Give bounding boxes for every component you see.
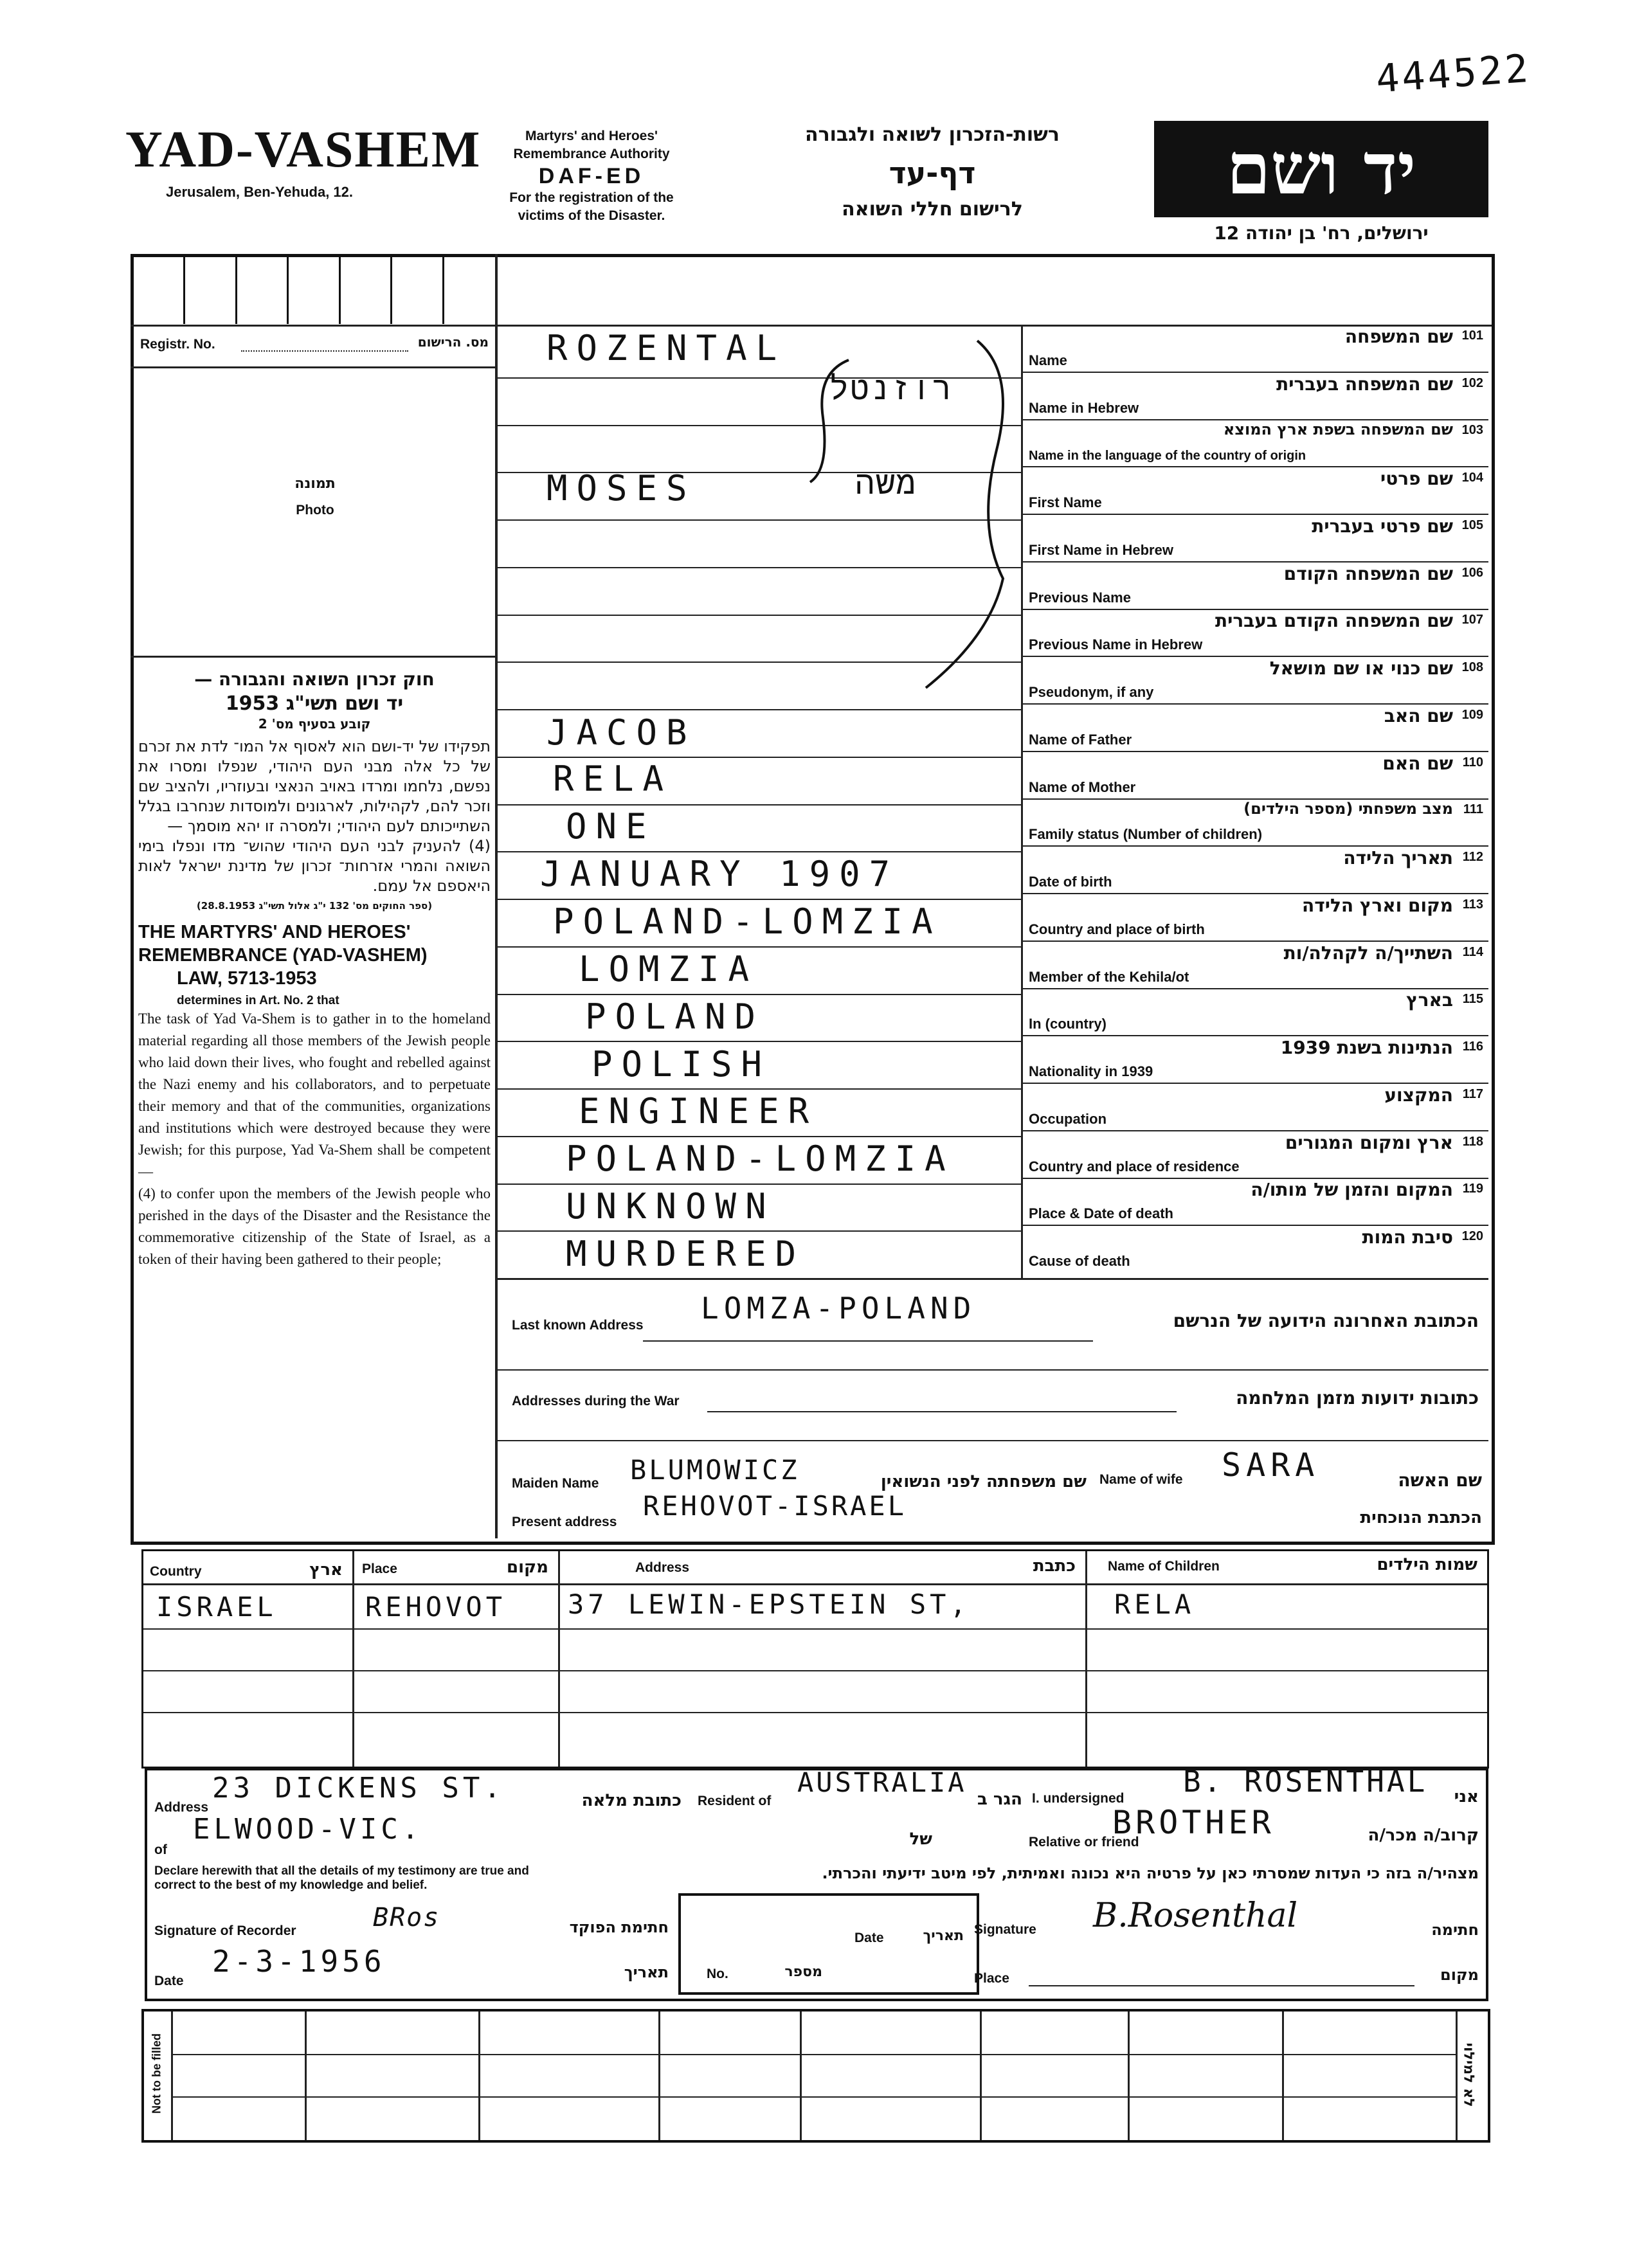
law-en-text: The task of Yad Va-Shem is to gather in to the homeland material regarding all those members of the Jewish people who laid down their lives, who fought and rebelled against the Nazi enemy and his collaborators, and to perpetuate their memory and that of the communities, organizations and institutions which were destroyed because they were Jewish; for this purpose, Yad Va-Shem shall be competent— (138, 1011, 491, 1180)
field-111-label: Family status (Number of children) (1029, 826, 1263, 842)
field-116-num: 116 (1462, 1040, 1483, 1054)
field-112-label: Date of birth (1029, 874, 1112, 890)
not-to-be-filled-label: Not to be filled (150, 2033, 163, 2114)
field-118-heb: ארץ ומקום המגורים (1285, 1132, 1453, 1153)
field-112-value: JANUARY 1907 (540, 854, 899, 894)
field-118-num: 118 (1462, 1135, 1483, 1149)
children-header-place: Place (362, 1562, 397, 1576)
field-118-value: POLAND-LOMZIA (566, 1138, 955, 1179)
last-address-value: LOMZA-POLAND (701, 1291, 977, 1326)
relative-value: BROTHER (1112, 1804, 1275, 1841)
declarant-address-heb: כתובת מלאה (581, 1791, 682, 1810)
field-106-label: Previous Name (1029, 590, 1131, 606)
field-120-label: Cause of death (1029, 1253, 1130, 1269)
field-113-label: Country and place of birth (1029, 921, 1205, 937)
field-119 (1022, 1178, 1488, 1226)
field-111 (1022, 798, 1488, 847)
maiden-label: Maiden Name (512, 1476, 599, 1491)
archive-number: 444522 (1374, 46, 1532, 102)
field-113-heb: מקום וארץ הלידה (1302, 895, 1453, 916)
children-header-country: Country (150, 1564, 202, 1579)
relative-heb: קרוב/ה מכר/ה (1368, 1826, 1479, 1845)
resident-label: Resident of (698, 1794, 772, 1808)
children-header-address: Address (635, 1560, 690, 1575)
field-116-heb: הנתינות בשנת 1939 (1280, 1037, 1453, 1058)
field-101-num: 101 (1461, 328, 1483, 343)
field-108-label: Pseudonym, if any (1029, 684, 1154, 700)
place-heb: מקום (1440, 1966, 1479, 1984)
law-heb-text: תפקידו של יד-ושם הוא לאסוף אל המו־ לדת את זכרם של כל אלה מבני העם היהודי, שנפלו ומסרו את נפשם, נלחמו ומרדו באויב הנאצי ובעוזריו, ולהציב שם וזכר להם, לקהילות, לארגונים ולמוסדות שנחרבו בגלל השתייכותם לעם היהודי; ולמסרה זו יהא מוסמך — (138, 737, 491, 835)
field-105-label: First Name in Hebrew (1029, 542, 1173, 558)
field-113-value: POLAND-LOMZIA (553, 901, 942, 942)
law-en-title (138, 921, 491, 990)
law-en-title3: LAW, 5713-1953 (177, 968, 317, 989)
children-header-place-heb: מקום (507, 1558, 548, 1577)
law-en-determines: determines in Art. No. 2 that (177, 994, 339, 1007)
signature-heb: חתימה (1431, 1921, 1479, 1939)
war-addresses-heb: כתובות ידועות מזמן המלחמה (1236, 1387, 1479, 1408)
field-104-num: 104 (1461, 471, 1483, 485)
wife-heb: שם האשה (1398, 1470, 1482, 1491)
law-en-title2: REMEMBRANCE (YAD-VASHEM) (138, 945, 428, 966)
children-row-place: REHOVOT (365, 1591, 507, 1623)
of-heb: של (909, 1830, 932, 1849)
field-102-label: Name in Hebrew (1029, 400, 1139, 416)
field-115-num: 115 (1462, 992, 1483, 1006)
field-116 (1022, 1036, 1488, 1084)
declarant-address-label: Address (154, 1800, 209, 1815)
field-107-label: Previous Name in Hebrew (1029, 636, 1203, 652)
field-112 (1022, 846, 1488, 894)
law-heb-item4: (4) להעניק לבני העם היהודי שהוש־ מדו ונפלו בימי השואה והמרי אזרחות־ זכרון של מדינת ישראל לאות היאספם אל עמם. (138, 837, 491, 895)
present-address-value: REHOVOT-ISRAEL (643, 1490, 907, 1522)
signature-label: Signature (974, 1922, 1036, 1937)
children-header-country-heb: ארץ (309, 1560, 343, 1580)
field-119-heb: המקום והזמן של מותו/ה (1251, 1179, 1453, 1200)
field-111-num: 111 (1463, 802, 1483, 816)
field-104-value: MOSES (547, 468, 696, 509)
not-to-be-filled-heb: לא למילוי (1460, 2042, 1477, 2107)
field-109-num: 109 (1461, 708, 1483, 722)
children-header-name-heb: שמות הילדים (1377, 1555, 1477, 1574)
field-109-value: JACOB (547, 712, 696, 753)
field-120-heb: סיבת המות (1362, 1227, 1453, 1248)
field-102-heb: שם המשפחה בעברית (1276, 374, 1453, 395)
law-heb-article: קובע בסעיף מס' 2 (258, 716, 371, 732)
org-name: YAD-VASHEM (125, 122, 482, 178)
field-105-heb: שם פרטי בעברית (1312, 516, 1453, 537)
field-119-num: 119 (1462, 1182, 1483, 1196)
field-114 (1022, 941, 1488, 989)
children-header-name: Name of Children (1108, 1559, 1220, 1574)
field-104-heb: שם פרטי (1380, 468, 1453, 489)
date-value: 2-3-1956 (212, 1944, 386, 1979)
declarant-name-value: B. ROSENTHAL (1183, 1764, 1428, 1799)
field-115-label: In (country) (1029, 1016, 1107, 1032)
authority-block (476, 127, 707, 225)
field-119-label: Place & Date of death (1029, 1205, 1173, 1221)
law-panel (138, 669, 491, 1270)
law-en-item4: (4) to confer upon the members of the Jewish people who perished in the days of the Disaster and the Resistance the commemorative citizenship of the State of Israel, as a token of their having been gathered to their people; (138, 1185, 491, 1267)
present-address-label: Present address (512, 1515, 617, 1529)
field-101 (1022, 325, 1488, 373)
relative-label: Relative or friend (1029, 1835, 1139, 1850)
field-109-heb: שם האב (1384, 705, 1453, 726)
field-109-label: Name of Father (1029, 732, 1132, 748)
law-en-title1: THE MARTYRS' AND HEROES' (138, 922, 411, 942)
authority-line1: Martyrs' and Heroes' (525, 129, 658, 143)
office-no-heb: מספר (784, 1964, 822, 1980)
wife-label: Name of wife (1099, 1472, 1183, 1487)
of-label: of (154, 1842, 167, 1857)
recorder-heb: חתימת הפוקד (569, 1918, 669, 1936)
registr-heb: מס. הרישום (417, 334, 489, 350)
field-112-num: 112 (1462, 850, 1483, 864)
field-107-num: 107 (1461, 613, 1483, 627)
field-111-value: ONE (566, 806, 656, 847)
field-101-label: Name (1029, 352, 1067, 368)
field-102-num: 102 (1461, 376, 1483, 390)
declarant-signature: B.Rosenthal (1093, 1896, 1298, 1935)
field-120-num: 120 (1461, 1229, 1483, 1243)
undersigned-label: I. undersigned (1032, 1791, 1125, 1806)
declare-heb: מצהיר/ה בזה כי העדות שמסרתי כאן על פרטיה היא נכונה ואמיתית, לפי מיטב ידיעתי והכרתי. (822, 1864, 1479, 1882)
heb-form-name: דף-עד (889, 156, 976, 190)
field-113-num: 113 (1462, 897, 1483, 912)
field-103-label: Name in the language of the country of origin (1029, 449, 1306, 463)
field-114-heb: השתייך/ה לקהלה/ות (1283, 942, 1453, 964)
children-table (141, 1549, 1489, 1769)
photo-heb: תמונה (294, 476, 336, 492)
resident-value: AUSTRALIA (797, 1767, 967, 1798)
law-heb-title: חוק זכרון השואה והגבורה — (194, 669, 435, 690)
field-109 (1022, 704, 1488, 752)
children-header-address-heb: כתבת (1033, 1556, 1076, 1576)
heb-purpose: לרישום חללי השואה (842, 198, 1023, 221)
field-118-label: Country and place of residence (1029, 1158, 1240, 1174)
field-106-heb: שם המשפחה הקודם (1283, 563, 1453, 584)
field-107-heb: שם המשפחה הקודם בעברית (1215, 610, 1453, 631)
field-101-value: ROZENTAL (547, 328, 786, 368)
children-row-country: ISRAEL (156, 1591, 277, 1623)
field-115 (1022, 988, 1488, 1036)
last-address-label: Last known Address (512, 1318, 644, 1333)
office-date-label: Date (854, 1931, 884, 1945)
field-117 (1022, 1083, 1488, 1131)
field-117-heb: המקצוע (1384, 1084, 1453, 1106)
resident-heb: הגר ב (977, 1790, 1022, 1809)
children-row-name: RELA (1114, 1589, 1195, 1620)
field-106-num: 106 (1461, 566, 1483, 580)
field-120 (1022, 1225, 1488, 1272)
photo-label: Photo (296, 503, 334, 518)
undersigned-heb: אני (1454, 1787, 1479, 1806)
field-117-value: ENGINEER (579, 1091, 818, 1131)
purpose-line2: victims of the Disaster. (518, 208, 665, 223)
field-116-value: POLISH (592, 1044, 772, 1084)
field-119-value: UNKNOWN (566, 1186, 775, 1227)
field-120-value: MURDERED (566, 1234, 806, 1274)
field-108 (1022, 656, 1488, 705)
maiden-value: BLUMOWICZ (630, 1454, 800, 1486)
recorder-signature: BRos (373, 1903, 440, 1932)
date-heb: תאריך (624, 1963, 669, 1981)
form-name: DAF-ED (538, 164, 645, 188)
field-112-heb: תאריך הלידה (1343, 847, 1453, 869)
declarant-address-value: 23 DICKENS ST. (212, 1772, 505, 1805)
office-no-label: No. (707, 1967, 728, 1981)
field-106 (1022, 562, 1488, 610)
field-108-num: 108 (1461, 660, 1483, 674)
declare-text: Declare herewith that all the details of my testimony are true and correct to the best of my knowledge and belief. (154, 1864, 529, 1892)
org-address: Jerusalem, Ben-Yehuda, 12. (166, 184, 354, 200)
office-date-heb: תאריך (923, 1928, 964, 1944)
field-108-heb: שם כנוי או שם מושאל (1269, 658, 1453, 679)
field-115-value: POLAND (585, 996, 765, 1037)
field-102-value: רוזנטל (829, 370, 953, 407)
authority-line2: Remembrance Authority (513, 147, 670, 161)
registration-boxes (134, 257, 494, 324)
field-117-label: Occupation (1029, 1111, 1107, 1127)
logo-yad-vashem: יד ושם (1154, 121, 1488, 217)
field-113 (1022, 894, 1488, 942)
field-115-heb: בארץ (1406, 989, 1453, 1011)
field-117-num: 117 (1462, 1087, 1483, 1101)
field-118 (1022, 1131, 1488, 1179)
maiden-heb: שם משפחתה לפני הנשואין (880, 1472, 1087, 1491)
of-value: ELWOOD-VIC. (193, 1813, 423, 1846)
registr-label: Registr. No. (140, 337, 215, 352)
field-103-num: 103 (1461, 423, 1483, 437)
field-114-num: 114 (1462, 945, 1483, 959)
field-110-value: RELA (553, 759, 673, 799)
field-114-label: Member of the Kehila/ot (1029, 969, 1189, 985)
field-110-heb: שם האם (1382, 753, 1453, 774)
field-110-label: Name of Mother (1029, 779, 1136, 795)
field-104 (1022, 467, 1488, 515)
field-105-value: משה (855, 464, 917, 501)
war-addresses-label: Addresses during the War (512, 1394, 680, 1408)
recorder-label: Signature of Recorder (154, 1923, 296, 1938)
law-heb-subtitle: יד ושם תשי"ג 1953 (225, 692, 404, 715)
field-103-heb: שם המשפחה בשפת ארץ המוצא (1223, 420, 1453, 438)
present-address-heb: הכתבת הנוכחית (1360, 1508, 1482, 1527)
field-114-value: LOMZIA (579, 949, 759, 989)
field-102 (1022, 372, 1488, 420)
last-address-heb: הכתובת האחרונה הידועה של הנרשם (1173, 1310, 1479, 1331)
field-116-label: Nationality in 1939 (1029, 1063, 1153, 1079)
field-107 (1022, 609, 1488, 657)
law-heb-source: (ספר החוקים מס' 132 י"ג אלול תשי"ג 28.8.1953) (196, 900, 433, 912)
bracket-annotation (797, 334, 1029, 694)
field-104-label: First Name (1029, 494, 1102, 510)
field-110 (1022, 752, 1488, 800)
field-103 (1022, 419, 1488, 467)
purpose-line1: For the registration of the (509, 190, 674, 205)
date-label: Date (154, 1974, 184, 1988)
heb-address: ירושלים, רח' בן יהודה 12 (1214, 222, 1429, 244)
field-101-heb: שם המשפחה (1344, 326, 1453, 347)
place-label: Place (974, 1971, 1009, 1986)
wife-value: SARA (1222, 1446, 1320, 1484)
heb-authority: רשות-הזכרון לשואה ולגבורה (805, 123, 1060, 146)
office-use-box (678, 1893, 979, 1995)
field-105-num: 105 (1461, 518, 1483, 532)
footer-grid (141, 2009, 1490, 2143)
field-105 (1022, 514, 1488, 562)
field-110-num: 110 (1462, 755, 1483, 770)
children-row-address: 37 LEWIN-EPSTEIN ST, (568, 1589, 970, 1620)
field-111-heb: מצב משפחתי (מספר הילדים) (1243, 800, 1453, 818)
